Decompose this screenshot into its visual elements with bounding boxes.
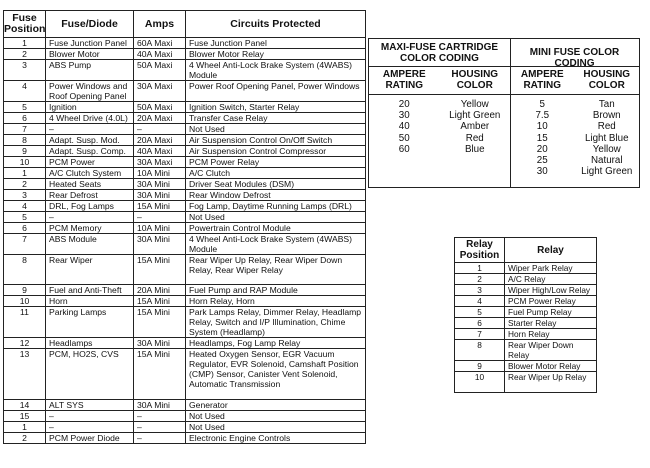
fuse-position: 1 [4, 422, 46, 433]
mini-ampere-column [510, 99, 575, 177]
fuse-row [4, 81, 366, 102]
relay-row [455, 318, 597, 329]
header-relay: Relay [505, 238, 597, 263]
maxi-color-value: Light Green [449, 110, 501, 122]
fuse-position: 11 [4, 307, 46, 338]
fuse-circuits: Rear Window Defrost [186, 190, 366, 201]
fuse-circuits: Not Used [186, 411, 366, 422]
relay-row [455, 285, 597, 296]
fuse-name: PCM Power [46, 157, 134, 168]
fuse-name: Heated Seats [46, 179, 134, 190]
fuse-row [4, 433, 366, 444]
fuse-circuits: Air Suspension Control On/Off Switch [186, 135, 366, 146]
fuse-name: Adapt. Susp. Comp. [46, 146, 134, 157]
fuse-row [4, 212, 366, 223]
fuse-amps: 15A Mini [134, 349, 186, 400]
fuse-position: 8 [4, 135, 46, 146]
header-fuse-position: Fuse Position [4, 11, 46, 38]
fuse-position: 5 [4, 102, 46, 113]
fuse-circuits: PCM Power Relay [186, 157, 366, 168]
fuse-name: PCM Memory [46, 223, 134, 234]
mini-fuse-section [510, 39, 639, 187]
mini-ampere-value: 25 [536, 155, 548, 167]
fuse-amps: – [134, 433, 186, 444]
mini-color-value: Tan [598, 99, 615, 110]
maxi-ampere-header: AMPERE RATING [382, 69, 426, 91]
fuse-amps: 30A Maxi [134, 157, 186, 168]
relay-name: Wiper High/Low Relay [505, 285, 597, 296]
relay-table [454, 237, 597, 393]
relay-position: 8 [455, 340, 505, 361]
fuse-row [4, 38, 366, 49]
fuse-name: Headlamps [46, 338, 134, 349]
fuse-row [4, 124, 366, 135]
fuse-position: 6 [4, 223, 46, 234]
header-amps: Amps [134, 11, 186, 38]
fuse-name: ALT SYS [46, 400, 134, 411]
fuse-row [4, 60, 366, 81]
header-relay-position: Relay Position [455, 238, 505, 263]
maxi-ampere-value: 50 [398, 132, 410, 144]
fuse-circuits: 4 Wheel Anti-Lock Brake System (4WABS) Module [186, 234, 366, 255]
fuse-name: DRL, Fog Lamps [46, 201, 134, 212]
fuse-row [4, 223, 366, 234]
relay-row [455, 307, 597, 318]
fuse-amps: 30A Mini [134, 234, 186, 255]
fuse-amps: – [134, 422, 186, 433]
fuse-position: 13 [4, 349, 46, 400]
maxi-ampere-value: 60 [398, 143, 410, 155]
fuse-circuits: Not Used [186, 212, 366, 223]
fuse-amps: 40A Maxi [134, 49, 186, 60]
fuse-circuits: Electronic Engine Controls [186, 433, 366, 444]
fuse-position: 9 [4, 285, 46, 296]
maxi-color-value: Amber [460, 121, 490, 133]
fuse-amps: 30A Mini [134, 179, 186, 190]
fuse-row [4, 411, 366, 422]
fuse-name: Ignition [46, 102, 134, 113]
mini-color-column [575, 99, 640, 177]
fuse-row [4, 113, 366, 124]
relay-position: 9 [455, 361, 505, 372]
fuse-position: 4 [4, 201, 46, 212]
fuse-amps: 20A Maxi [134, 113, 186, 124]
fuse-amps: 10A Mini [134, 223, 186, 234]
maxi-fuse-section [369, 39, 511, 187]
fuse-position: 6 [4, 113, 46, 124]
relay-position: 7 [455, 329, 505, 340]
fuse-position: 8 [4, 255, 46, 285]
fuse-position: 1 [4, 38, 46, 49]
fuse-row [4, 201, 366, 212]
fuse-name: PCM Power Diode [46, 433, 134, 444]
fuse-row [4, 349, 366, 400]
fuse-position: 3 [4, 60, 46, 81]
fuse-row [4, 179, 366, 190]
fuse-circuits: Fuel Pump and RAP Module [186, 285, 366, 296]
relay-position: 2 [455, 274, 505, 285]
maxi-color-value: Blue [464, 143, 485, 155]
fuse-amps: 40A Maxi [134, 146, 186, 157]
relay-table-header [455, 238, 597, 263]
mini-ampere-value: 30 [536, 166, 548, 178]
fuse-name: Power Windows and Roof Opening Panel [46, 81, 134, 102]
fuse-circuits: Driver Seat Modules (DSM) [186, 179, 366, 190]
mini-color-value: Red [597, 121, 616, 133]
fuse-amps: 15A Mini [134, 255, 186, 285]
fuse-name: Rear Defrost [46, 190, 134, 201]
relay-row [455, 340, 597, 361]
fuse-row [4, 168, 366, 179]
fuse-circuits: Not Used [186, 422, 366, 433]
fuse-position: 14 [4, 400, 46, 411]
relay-position: 4 [455, 296, 505, 307]
fuse-position: 5 [4, 212, 46, 223]
maxi-ampere-value: 20 [398, 99, 410, 110]
fuse-name: PCM, HO2S, CVS [46, 349, 134, 400]
fuse-position: 7 [4, 234, 46, 255]
relay-name: Fuel Pump Relay [505, 307, 597, 318]
maxi-color-column [440, 99, 511, 155]
fuse-name: Fuel and Anti-Theft [46, 285, 134, 296]
fuse-name: Fuse Junction Panel [46, 38, 134, 49]
maxi-fuse-title: MAXI-FUSE CARTRIDGE COLOR CODING [369, 39, 510, 67]
fuse-circuits: Heated Oxygen Sensor, EGR Vacuum Regulator, EVR Solenoid, Camshaft Position (CMP) Sensor, Canister Vent Solenoid, Automatic Transmission [186, 349, 366, 400]
fuse-name: – [46, 212, 134, 223]
fuse-row [4, 307, 366, 338]
fuse-row [4, 157, 366, 168]
fuse-name: A/C Clutch System [46, 168, 134, 179]
relay-position: 5 [455, 307, 505, 318]
relay-name: Rear Wiper Down Relay [505, 340, 597, 361]
fuse-amps: – [134, 212, 186, 223]
fuse-amps: 20A Mini [134, 285, 186, 296]
relay-name: PCM Power Relay [505, 296, 597, 307]
mini-color-value: Light Blue [584, 132, 629, 144]
fuse-amps: 20A Maxi [134, 135, 186, 146]
fuse-circuits: A/C Clutch [186, 168, 366, 179]
mini-fuse-title: MINI FUSE COLOR CODING [510, 39, 639, 67]
relay-row [455, 329, 597, 340]
fuse-name: Adapt. Susp. Mod. [46, 135, 134, 146]
fuse-position: 2 [4, 49, 46, 60]
fuse-table-header [4, 11, 366, 38]
fuse-name: Rear Wiper [46, 255, 134, 285]
relay-name: Rear Wiper Up Relay [505, 372, 597, 393]
fuse-name: ABS Pump [46, 60, 134, 81]
fuse-name: – [46, 411, 134, 422]
fuse-position: 1 [4, 168, 46, 179]
mini-ampere-value: 5 [539, 99, 545, 110]
fuse-name: – [46, 124, 134, 135]
relay-row [455, 274, 597, 285]
fuse-row [4, 190, 366, 201]
mini-color-value: Brown [592, 110, 621, 122]
relay-name: Wiper Park Relay [505, 263, 597, 274]
fuse-circuits: Ignition Switch, Starter Relay [186, 102, 366, 113]
fuse-position: 9 [4, 146, 46, 157]
fuse-name: Blower Motor [46, 49, 134, 60]
fuse-circuits: Air Suspension Control Compressor [186, 146, 366, 157]
fuse-circuits: Powertrain Control Module [186, 223, 366, 234]
fuse-amps: 15A Mini [134, 296, 186, 307]
fuse-amps: 30A Maxi [134, 81, 186, 102]
fuse-circuits: Generator [186, 400, 366, 411]
fuse-row [4, 102, 366, 113]
fuse-circuits: Power Roof Opening Panel, Power Windows [186, 81, 366, 102]
fuse-amps: 30A Mini [134, 190, 186, 201]
mini-ampere-value: 20 [536, 143, 548, 155]
fuse-amps: 30A Mini [134, 338, 186, 349]
fuse-circuits: Transfer Case Relay [186, 113, 366, 124]
fuse-amps: – [134, 411, 186, 422]
relay-position: 3 [455, 285, 505, 296]
fuse-circuits: Not Used [186, 124, 366, 135]
relay-position: 10 [455, 372, 505, 393]
fuse-amps: 60A Maxi [134, 38, 186, 49]
fuse-row [4, 49, 366, 60]
header-fuse-diode: Fuse/Diode [46, 11, 134, 38]
fuse-position: 10 [4, 296, 46, 307]
fuse-row [4, 285, 366, 296]
relay-row [455, 361, 597, 372]
fuse-circuits: Fuse Junction Panel [186, 38, 366, 49]
relay-name: Horn Relay [505, 329, 597, 340]
fuse-circuits: Park Lamps Relay, Dimmer Relay, Headlamp Relay, Switch and I/P Illumination, Chime System (Headlamp) [186, 307, 366, 338]
fuse-name: – [46, 422, 134, 433]
fuse-name: Parking Lamps [46, 307, 134, 338]
fuse-amps: 30A Mini [134, 400, 186, 411]
mini-color-value: Yellow [592, 143, 621, 155]
fuse-circuits: Horn Relay, Horn [186, 296, 366, 307]
mini-ampere-value: 10 [536, 121, 548, 133]
relay-name: Blower Motor Relay [505, 361, 597, 372]
fuse-name: Horn [46, 296, 134, 307]
fuse-position: 15 [4, 411, 46, 422]
fuse-name: ABS Module [46, 234, 134, 255]
maxi-color-value: Yellow [460, 99, 489, 110]
fuse-position: 3 [4, 190, 46, 201]
fuse-circuits: 4 Wheel Anti-Lock Brake System (4WABS) Module [186, 60, 366, 81]
fuse-position: 12 [4, 338, 46, 349]
relay-row [455, 263, 597, 274]
relay-name: A/C Relay [505, 274, 597, 285]
mini-ampere-value: 7.5 [535, 110, 550, 122]
fuse-position: 4 [4, 81, 46, 102]
maxi-ampere-value: 30 [398, 110, 410, 122]
mini-color-header: HOUSING COLOR [583, 69, 631, 91]
fuse-circuits: Fog Lamp, Daytime Running Lamps (DRL) [186, 201, 366, 212]
fuse-row [4, 135, 366, 146]
relay-position: 1 [455, 263, 505, 274]
fuse-name: 4 Wheel Drive (4.0L) [46, 113, 134, 124]
mini-color-value: Natural [590, 155, 623, 167]
relay-name: Starter Relay [505, 318, 597, 329]
mini-ampere-value: 15 [536, 132, 548, 144]
fuse-position: 2 [4, 433, 46, 444]
maxi-ampere-column [369, 99, 440, 155]
fuse-row [4, 338, 366, 349]
fuse-color-coding-panel [368, 38, 640, 188]
fuse-circuits: Rear Wiper Up Relay, Rear Wiper Down Relay, Rear Wiper Relay [186, 255, 366, 285]
fuse-amps: 50A Maxi [134, 60, 186, 81]
maxi-color-value: Red [465, 132, 484, 144]
fuse-table [3, 10, 366, 444]
maxi-ampere-value: 40 [398, 121, 410, 133]
fuse-position: 2 [4, 179, 46, 190]
fuse-row [4, 255, 366, 285]
fuse-circuits: Blower Motor Relay [186, 49, 366, 60]
fuse-circuits: Headlamps, Fog Lamp Relay [186, 338, 366, 349]
fuse-amps: – [134, 124, 186, 135]
header-circuits-protected: Circuits Protected [186, 11, 366, 38]
relay-row [455, 372, 597, 393]
maxi-color-header: HOUSING COLOR [451, 69, 499, 91]
mini-color-value: Light Green [581, 166, 633, 178]
relay-position: 6 [455, 318, 505, 329]
fuse-row [4, 146, 366, 157]
fuse-row [4, 422, 366, 433]
fuse-amps: 15A Mini [134, 201, 186, 212]
relay-row [455, 296, 597, 307]
fuse-amps: 10A Mini [134, 168, 186, 179]
fuse-amps: 50A Maxi [134, 102, 186, 113]
fuse-row [4, 400, 366, 411]
fuse-amps: 15A Mini [134, 307, 186, 338]
fuse-position: 7 [4, 124, 46, 135]
mini-ampere-header: AMPERE RATING [520, 69, 564, 91]
fuse-row [4, 296, 366, 307]
fuse-row [4, 234, 366, 255]
fuse-position: 10 [4, 157, 46, 168]
